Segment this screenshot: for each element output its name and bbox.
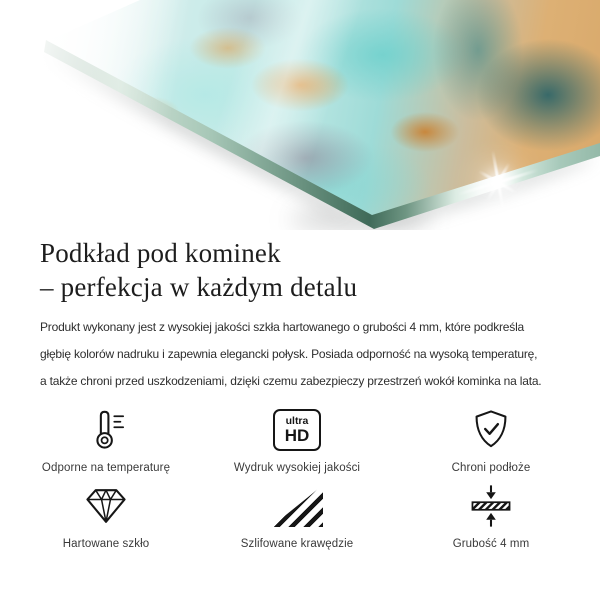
diamond-icon — [83, 484, 129, 528]
feature-temperature — [38, 408, 174, 474]
description-line: głębię kolorów nadruku i zapewnia elegancki połysk. Posiada odporność na wysoką temperaturę, — [40, 347, 538, 361]
features-grid — [38, 408, 562, 550]
thickness-icon — [468, 484, 514, 528]
page-title — [40, 236, 560, 304]
shield-check-icon — [469, 408, 513, 452]
thermometer-icon — [84, 408, 128, 452]
feature-polished-edges — [174, 484, 420, 550]
marble-print-glass-panel — [0, 0, 600, 230]
feature-protects-floor — [420, 408, 562, 474]
feature-label: Szlifowane krawędzie — [240, 538, 354, 550]
feature-tempered-glass — [38, 484, 174, 550]
feature-label: Grubość 4 mm — [452, 538, 530, 550]
feature-thickness — [420, 484, 562, 550]
feature-print-quality — [174, 408, 420, 474]
product-image — [0, 0, 600, 230]
title-line-1: Podkład pod kominek — [40, 238, 281, 268]
ultra-hd-text-top: ultra — [285, 414, 309, 427]
feature-label: Wydruk wysokiej jakości — [233, 462, 361, 474]
description-line: a także chroni przed uszkodzeniami, dzięki czemu zabezpieczy przestrzeń wokół kominka na lata. — [40, 374, 542, 388]
polished-edges-icon — [271, 484, 323, 528]
feature-label: Chroni podłoże — [451, 462, 531, 474]
feature-label: Hartowane szkło — [62, 538, 150, 550]
feature-label: Odporne na temperaturę — [41, 462, 171, 474]
description-line: Produkt wykonany jest z wysokiej jakości szkła hartowanego o grubości 4 mm, które podkreśla — [40, 320, 525, 334]
ultra-hd-text-bottom: HD — [284, 426, 310, 446]
title-line-2: – perfekcja w każdym detalu — [40, 272, 358, 302]
ultra-hd-icon — [273, 408, 321, 452]
product-description — [40, 314, 562, 395]
